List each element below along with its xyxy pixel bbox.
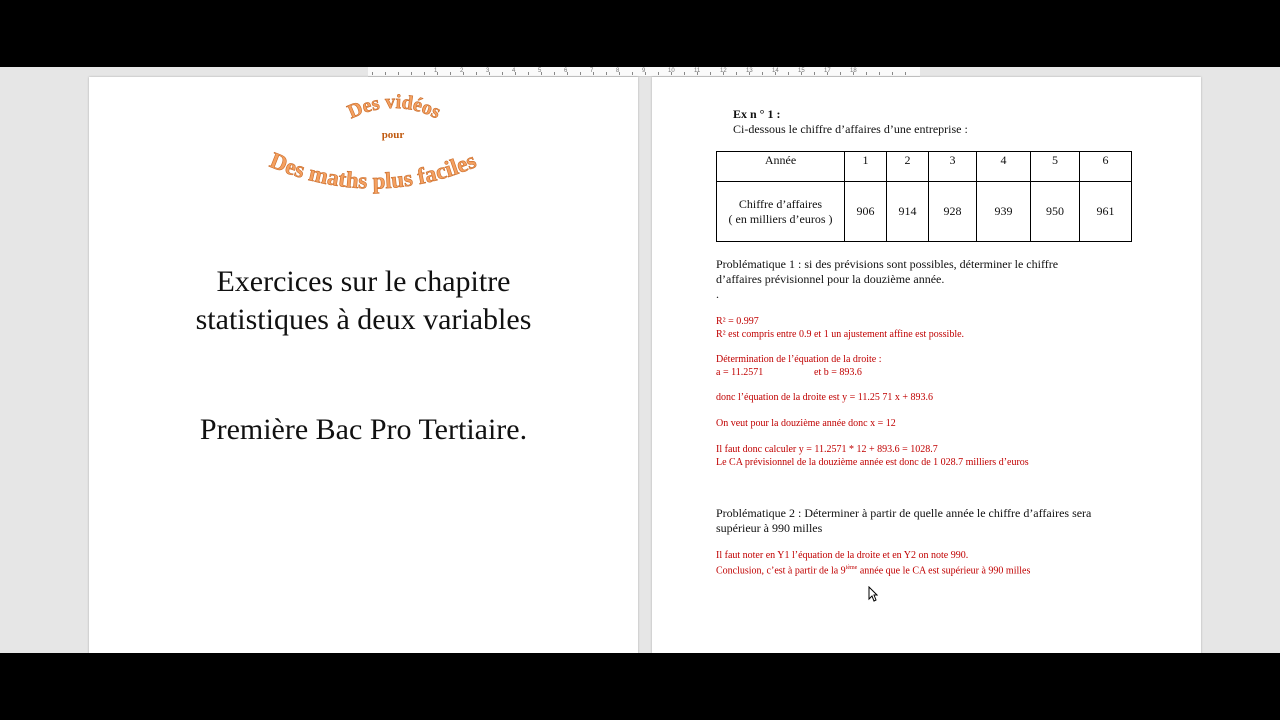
stray-dot: . bbox=[716, 287, 719, 301]
ruler-label: 2 bbox=[460, 68, 464, 74]
table-cell: 3 bbox=[929, 152, 977, 182]
cover-page bbox=[89, 77, 638, 653]
logo-line3: Des maths plus faciles bbox=[266, 147, 480, 194]
ruler-label: 1 bbox=[434, 68, 438, 74]
ruler-tick bbox=[632, 72, 633, 75]
exercise-intro: Ci-dessous le chiffre d’affaires d’une entreprise : bbox=[733, 122, 968, 136]
ruler-label: 7 bbox=[590, 68, 594, 74]
ruler-label: 10 bbox=[668, 68, 675, 74]
table-header-revenue bbox=[717, 182, 845, 242]
ruler-tick bbox=[814, 72, 815, 75]
table-cell: 5 bbox=[1031, 152, 1080, 182]
ruler-label: 18 bbox=[850, 68, 857, 74]
ruler-tick bbox=[710, 72, 711, 75]
revenue-label-line2: ( en milliers d’euros ) bbox=[728, 211, 833, 226]
table-cell: 906 bbox=[845, 182, 887, 242]
answer2-line1: Il faut noter en Y1 l’équation de la droite et en Y2 on note 990. bbox=[716, 550, 969, 561]
table-cell: 939 bbox=[977, 182, 1031, 242]
exercise-heading: Ex n ° 1 : bbox=[733, 107, 781, 121]
answer-a: a = 11.2571 bbox=[716, 367, 764, 378]
ruler-tick bbox=[411, 72, 412, 75]
ruler-tick bbox=[424, 72, 425, 75]
table-cell: 4 bbox=[977, 152, 1031, 182]
problem2-line2: supérieur à 990 milles bbox=[716, 521, 823, 535]
mouse-pointer-icon bbox=[868, 586, 878, 602]
cover-title-line2: statistiques à deux variables bbox=[195, 303, 532, 336]
ruler-tick bbox=[905, 72, 906, 75]
answer2-part1: Conclusion, c’est à partir de la 9 bbox=[716, 565, 846, 577]
table-header-year: Année bbox=[717, 152, 845, 182]
table-cell: 1 bbox=[845, 152, 887, 182]
table-cell: 2 bbox=[887, 152, 929, 182]
answer-x: On veut pour la douzième année donc x = 12 bbox=[716, 418, 896, 429]
ruler-label: 14 bbox=[772, 68, 779, 74]
ruler-label: 4 bbox=[512, 68, 516, 74]
document-workspace bbox=[0, 67, 1280, 653]
answer2-superscript: ième bbox=[845, 565, 858, 571]
answer-equation: donc l’équation de la droite est y = 11.25 71 x + 893.6 bbox=[716, 392, 933, 403]
cover-title-line1: Exercices sur le chapitre bbox=[216, 265, 511, 298]
ruler-tick bbox=[684, 72, 685, 75]
ruler-tick bbox=[372, 72, 373, 75]
problem1-line2: d’affaires prévisionnel pour la douzième année. bbox=[716, 272, 945, 286]
table-cell: 950 bbox=[1031, 182, 1080, 242]
table-row-years bbox=[717, 152, 1132, 182]
ruler-tick bbox=[762, 72, 763, 75]
ruler-label: 11 bbox=[694, 68, 701, 74]
table-cell: 961 bbox=[1080, 182, 1132, 242]
ruler-tick bbox=[840, 72, 841, 75]
answer-b: et b = 893.6 bbox=[814, 367, 862, 378]
ruler-label: 17 bbox=[824, 68, 831, 74]
ruler-tick bbox=[476, 72, 477, 75]
ruler-tick bbox=[528, 72, 529, 75]
ruler-tick bbox=[606, 72, 607, 75]
ruler-label: 13 bbox=[746, 68, 753, 74]
ruler-tick bbox=[502, 72, 503, 75]
logo-line1: Des vidéos bbox=[344, 90, 445, 124]
logo-line2: pour bbox=[381, 129, 405, 141]
ruler-tick bbox=[385, 72, 386, 75]
exercise-content bbox=[652, 77, 1201, 653]
table-cell: 914 bbox=[887, 182, 929, 242]
ruler-tick bbox=[866, 72, 867, 75]
revenue-label-line1: Chiffre d’affaires bbox=[738, 196, 823, 211]
ruler-tick bbox=[398, 72, 399, 75]
answer-equation-heading: Détermination de l’équation de la droite : bbox=[716, 354, 882, 365]
ruler-tick bbox=[580, 72, 581, 75]
ruler-label: 3 bbox=[486, 68, 490, 74]
ruler-tick bbox=[658, 72, 659, 75]
answer-r2-comment: R² est compris entre 0.9 et 1 un ajustement affine est possible. bbox=[716, 329, 965, 340]
horizontal-ruler[interactable] bbox=[368, 67, 920, 77]
table-cell: 6 bbox=[1080, 152, 1132, 182]
ruler-tick bbox=[788, 72, 789, 75]
answer2-part2: année que le CA est supérieur à 990 milles bbox=[857, 565, 1031, 577]
data-table bbox=[716, 151, 1132, 242]
ruler-label: 15 bbox=[798, 68, 805, 74]
answer-calc: Il faut donc calculer y = 11.2571 * 12 + 893.6 = 1028.7 bbox=[716, 444, 938, 455]
ruler-label: 9 bbox=[642, 68, 646, 74]
answer2-conclusion bbox=[716, 562, 1030, 577]
problem2-line1: Problématique 2 : Déterminer à partir de quelle année le chiffre d’affaires sera bbox=[716, 506, 1092, 520]
ruler-tick bbox=[736, 72, 737, 75]
ruler-tick bbox=[450, 72, 451, 75]
ruler-label: 5 bbox=[538, 68, 542, 74]
logo bbox=[89, 77, 638, 217]
ruler-label: 8 bbox=[616, 68, 620, 74]
table-row-values bbox=[717, 182, 1132, 242]
exercise-page bbox=[652, 77, 1201, 653]
table-cell: 928 bbox=[929, 182, 977, 242]
ruler-tick bbox=[554, 72, 555, 75]
answer-conclusion1: Le CA prévisionnel de la douzième année est donc de 1 028.7 milliers d’euros bbox=[716, 457, 1029, 468]
ruler-label: 12 bbox=[720, 68, 727, 74]
ruler-label: 6 bbox=[564, 68, 568, 74]
cover-title bbox=[89, 263, 638, 339]
ruler-tick bbox=[892, 72, 893, 75]
problem1-line1: Problématique 1 : si des prévisions sont possibles, déterminer le chiffre bbox=[716, 257, 1059, 271]
answer-r2: R² = 0.997 bbox=[716, 316, 759, 327]
ruler-tick bbox=[879, 72, 880, 75]
cover-subtitle: Première Bac Pro Tertiaire. bbox=[199, 413, 528, 446]
